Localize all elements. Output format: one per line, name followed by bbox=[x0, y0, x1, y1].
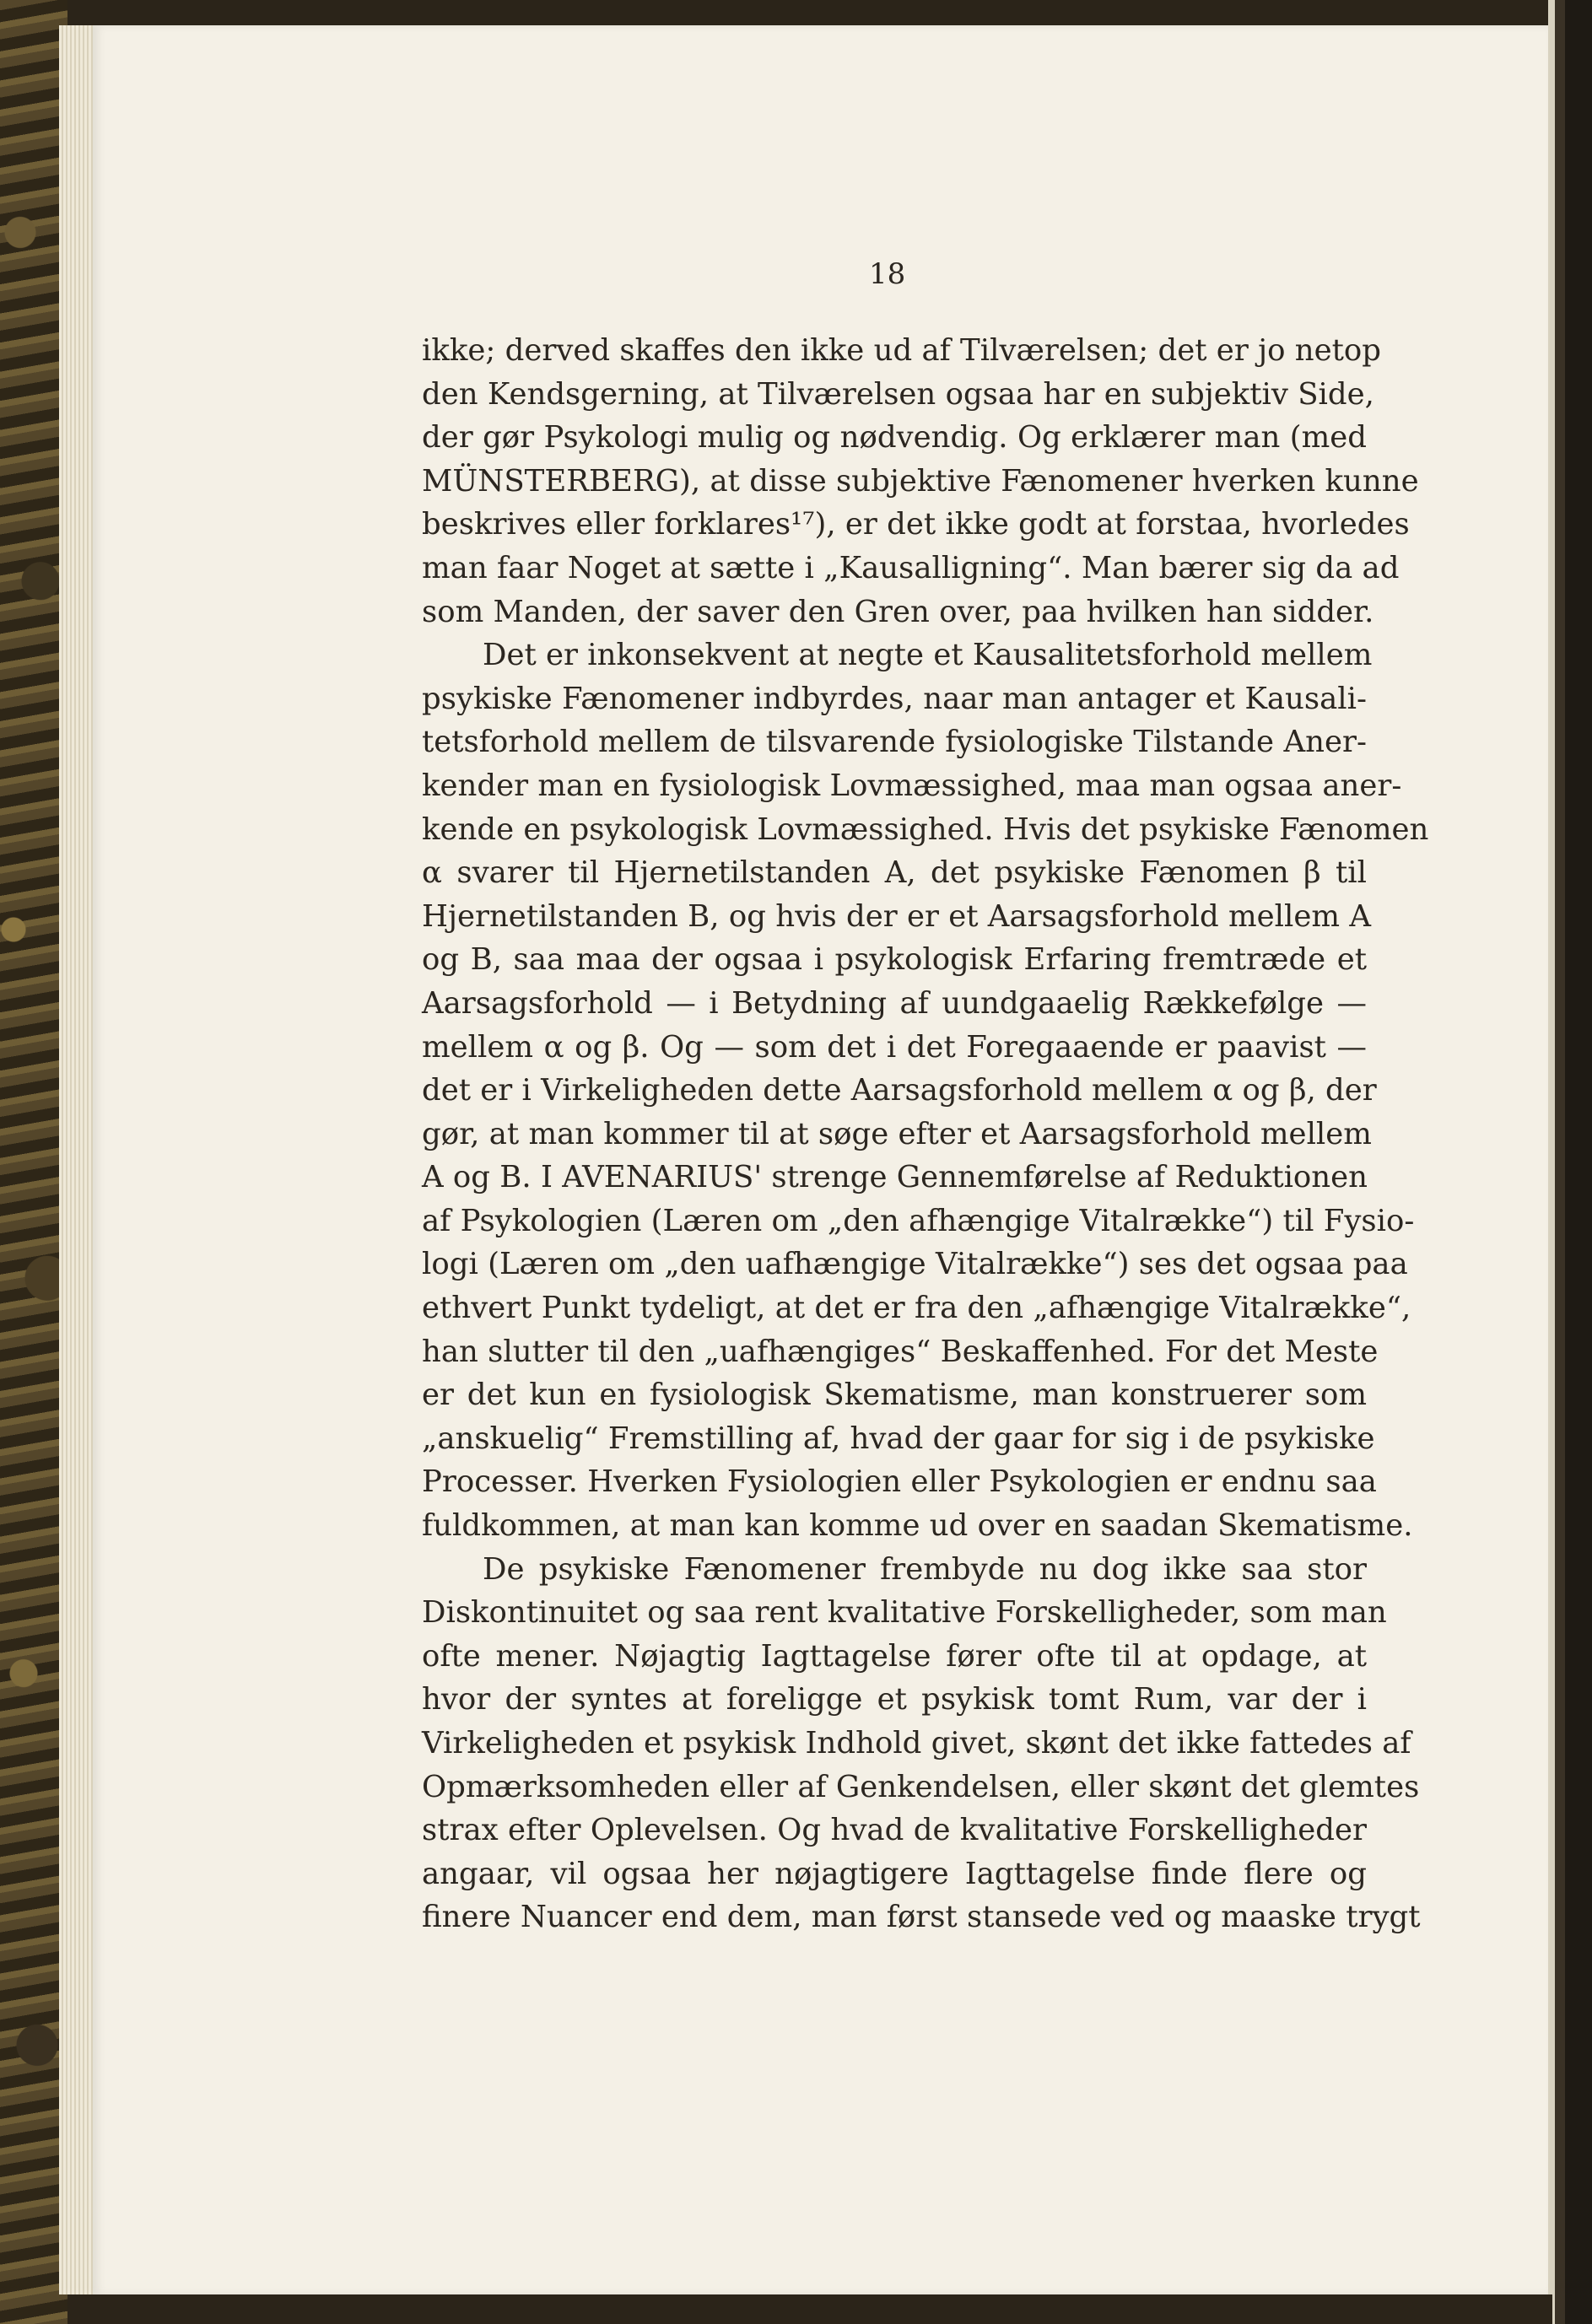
text-line: han slutter til den „uafhængiges“ Beskaffenhed. For det Meste bbox=[422, 1334, 1379, 1369]
text-line: logi (Læren om „den uafhængige Vitalrække“) ses det ogsaa paa bbox=[422, 1247, 1408, 1282]
text-line: af Psykologien (Læren om „den afhængige Vitalrække“) til Fysio- bbox=[422, 1203, 1415, 1238]
text-line: finere Nuancer end dem, man først stansede ved og maaske trygt bbox=[422, 1900, 1421, 1935]
text-line: Processer. Hverken Fysiologien eller Psykologien er endnu saa bbox=[422, 1464, 1377, 1500]
text-line: den Kendsgerning, at Tilværelsen ogsaa har en subjektiv Side, bbox=[422, 376, 1374, 412]
book-binding bbox=[0, 0, 67, 2324]
text-line: fuldkommen, at man kan komme ud over en saadan Skematisme. bbox=[422, 1508, 1413, 1544]
paragraph-start: Det er inkonsekvent at negte et Kausalitetsforhold mellem bbox=[483, 638, 1373, 673]
text-line: α svarer til Hjernetilstanden A, det psykiske Fænomen β til bbox=[422, 855, 1367, 891]
text-line: man faar Noget at sætte i „Kausalligning“. Man bærer sig da ad bbox=[422, 550, 1400, 585]
text-line: ethvert Punkt tydeligt, at det er fra den „afhængige Vitalrække“, bbox=[422, 1291, 1411, 1326]
text-line: kende en psykologisk Lovmæssighed. Hvis det psykiske Fænomen bbox=[422, 812, 1429, 847]
text-line: hvor der syntes at foreligge et psykisk tomt Rum, var der i bbox=[422, 1682, 1367, 1717]
text-line: mellem α og β. Og — som det i det Foregaaende er paavist — bbox=[422, 1029, 1367, 1065]
text-line: „anskuelig“ Fremstilling af, hvad der gaar for sig i de psykiske bbox=[422, 1421, 1375, 1456]
text-line: A og B. I AVENARIUS' strenge Gennemførelse af Reduktionen bbox=[422, 1160, 1368, 1195]
text-line: Virkeligheden et psykisk Indhold givet, skønt det ikke fattedes af bbox=[422, 1726, 1411, 1761]
text-line: er det kun en fysiologisk Skematisme, man konstruerer som bbox=[422, 1378, 1367, 1413]
text-line: Aarsagsforhold — i Betydning af uundgaaelig Rækkefølge — bbox=[422, 985, 1367, 1021]
text-line: der gør Psykologi mulig og nødvendig. Og erklærer man (med bbox=[422, 420, 1367, 456]
text-line: kender man en fysiologisk Lovmæssighed, maa man ogsaa aner- bbox=[422, 768, 1402, 803]
text-line: som Manden, der saver den Gren over, paa hvilken han sidder. bbox=[422, 594, 1374, 629]
text-line: og B, saa maa der ogsaa i psykologisk Erfaring fremtræde et bbox=[422, 942, 1367, 978]
top-edge bbox=[67, 0, 1552, 25]
text-line: beskrives eller forklares¹⁷), er det ikke godt at forstaa, hvorledes bbox=[422, 507, 1410, 542]
right-edge bbox=[1548, 0, 1592, 2324]
body-text bbox=[422, 329, 1429, 1939]
text-line: Hjernetilstanden B, og hvis der er et Aarsagsforhold mellem A bbox=[422, 898, 1371, 934]
text-line: Diskontinuitet og saa rent kvalitative Forskelligheder, som man bbox=[422, 1595, 1387, 1631]
text-line: Opmærksomheden eller af Genkendelsen, eller skønt det glemtes bbox=[422, 1769, 1420, 1804]
bottom-edge bbox=[67, 2294, 1552, 2324]
text-line: gør, at man kommer til at søge efter et Aarsagsforhold mellem bbox=[422, 1116, 1372, 1151]
text-line: MÜNSTERBERG), at disse subjektive Fænomener hverken kunne bbox=[422, 463, 1419, 499]
text-line: ikke; derved skaffes den ikke ud af Tilværelsen; det er jo netop bbox=[422, 333, 1381, 368]
text-line: ofte mener. Nøjagtig Iagttagelse fører ofte til at opdage, at bbox=[422, 1638, 1367, 1674]
text-line: det er i Virkeligheden dette Aarsagsforhold mellem α og β, der bbox=[422, 1073, 1377, 1108]
paragraph-start: De psykiske Fænomener frembyde nu dog ikke saa stor bbox=[483, 1551, 1367, 1587]
page-number: 18 bbox=[869, 257, 906, 291]
text-line: tetsforhold mellem de tilsvarende fysiologiske Tilstande Aner- bbox=[422, 725, 1367, 760]
text-line: strax efter Oplevelsen. Og hvad de kvalitative Forskelligheder bbox=[422, 1813, 1367, 1848]
text-line: psykiske Fænomener indbyrdes, naar man antager et Kausali- bbox=[422, 681, 1367, 716]
text-line: angaar, vil ogsaa her nøjagtigere Iagttagelse finde flere og bbox=[422, 1856, 1367, 1891]
